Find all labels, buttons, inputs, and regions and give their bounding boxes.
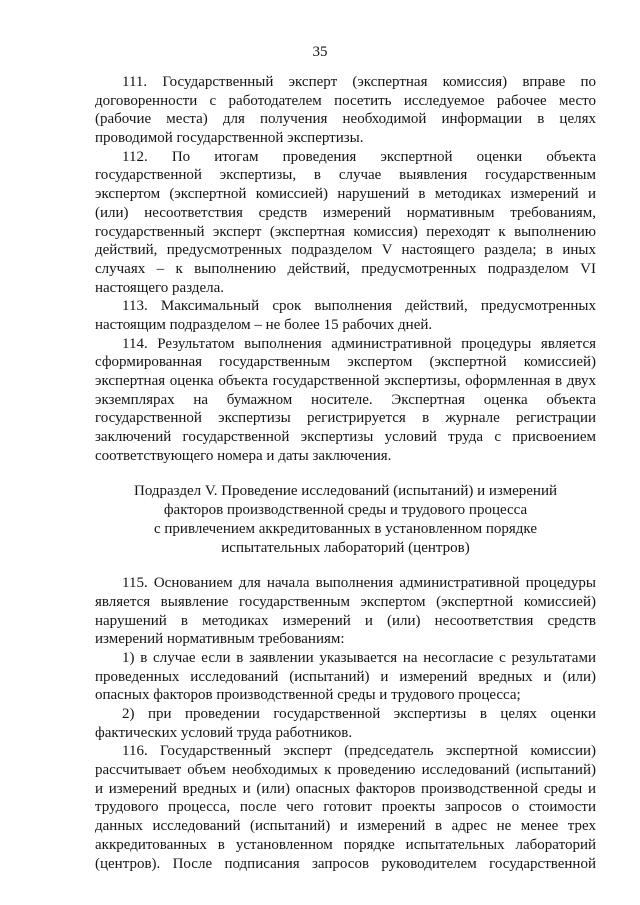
paragraph-line: настоящим подразделом – не более 15 рабочих дней. bbox=[95, 316, 433, 333]
paragraph-line: действий, предусмотренных подразделом V настоящего раздела; в иных bbox=[95, 242, 596, 259]
paragraph-line: 1) в случае если в заявлении указывается на несогласие с результатами bbox=[122, 649, 596, 666]
paragraph-line: 2) при проведении государственной экспертизы в целях оценки bbox=[122, 706, 596, 722]
paragraph-line: опасных факторов производственной среды и трудового процесса; bbox=[95, 687, 521, 704]
heading-line: факторов производственной среды и трудового процесса bbox=[163, 502, 528, 519]
heading-line: испытательных лабораторий (центров) bbox=[221, 539, 470, 556]
paragraph-line: 112. По итогам проведения экспертной оценки объекта bbox=[122, 148, 596, 165]
paragraph-line: проведенных исследований (испытаний) и измерений вредных и (или) bbox=[95, 668, 596, 685]
paragraph-116 bbox=[95, 742, 596, 873]
page-number: 35 bbox=[312, 44, 328, 60]
subsection-heading bbox=[95, 482, 596, 557]
paragraph-line: государственной экспертизы регистрируется в журнале регистрации bbox=[95, 410, 596, 427]
list-item-115-2 bbox=[95, 705, 596, 742]
paragraph-line: данных исследований (испытаний) и измерений в адрес не менее трех bbox=[95, 818, 596, 835]
paragraph-line: (рабочие места) для получения необходимой информации в целях bbox=[95, 111, 596, 128]
paragraph-line: 111. Государственный эксперт (экспертная комиссия) вправе по bbox=[122, 74, 596, 90]
paragraph-line: измерений нормативным требованиям: bbox=[95, 631, 345, 648]
paragraph-line: сформированная государственным экспертом (экспертной комиссией) bbox=[95, 354, 596, 371]
paragraph-line: является выявление государственным экспертом (экспертной комиссией) bbox=[95, 593, 596, 610]
paragraph-line: случаях – к выполнению действий, предусмотренных подразделом VI bbox=[95, 260, 596, 277]
paragraph-line: государственной экспертизы, в случае выявления государственным bbox=[95, 167, 596, 184]
heading-line: Подраздел V. Проведение исследований (испытаний) и измерений bbox=[133, 483, 558, 500]
paragraph-line: настоящего раздела. bbox=[95, 279, 225, 296]
paragraph-line: экспертная оценка объекта государственной экспертизы, оформленная в двух bbox=[95, 373, 596, 389]
document-body bbox=[95, 73, 596, 873]
paragraph-line: заключений государственной экспертизы условий труда с присвоением bbox=[95, 429, 596, 446]
section-gap bbox=[95, 465, 596, 482]
paragraph-line: 115. Основанием для начала выполнения административной процедуры bbox=[122, 575, 596, 592]
paragraph-line: 114. Результатом выполнения административной процедуры является bbox=[122, 335, 596, 352]
paragraph-line: договоренности с работодателем посетить исследуемое рабочее место bbox=[95, 92, 596, 109]
paragraph-line: аккредитованных в установленном порядке испытательных лабораторий bbox=[95, 836, 596, 853]
paragraph-115 bbox=[95, 574, 596, 649]
paragraph-line: экземплярах на бумажном носителе. Экспертная оценка объекта bbox=[95, 391, 596, 408]
paragraph-line: (или) несоответствия средств измерений нормативным требованиям, bbox=[95, 204, 596, 221]
heading-line: с привлечением аккредитованных в установленном порядке bbox=[154, 520, 537, 537]
paragraph-112 bbox=[95, 148, 596, 298]
paragraph-line: государственный эксперт (экспертная комиссия) переходят к выполнению bbox=[95, 223, 596, 240]
list-item-115-1 bbox=[95, 649, 596, 705]
paragraph-line: нарушений в методиках измерений и (или) несоответствия средств bbox=[95, 612, 596, 629]
paragraph-line: 116. Государственный эксперт (председатель экспертной комиссии) bbox=[122, 743, 596, 760]
paragraph-line: трудового процесса, после чего готовит проекты запросов о стоимости bbox=[95, 799, 596, 816]
paragraph-line: рассчитывает объем необходимых к проведению исследований (испытаний) bbox=[95, 762, 596, 779]
paragraph-113 bbox=[95, 297, 596, 334]
paragraph-111 bbox=[95, 73, 596, 148]
paragraph-line: и измерений вредных и (или) опасных факторов производственной среды и bbox=[95, 780, 596, 797]
paragraph-114 bbox=[95, 335, 596, 466]
paragraph-line: проводимой государственной экспертизы. bbox=[95, 130, 364, 147]
section-gap bbox=[95, 557, 596, 574]
paragraph-line: 113. Максимальный срок выполнения действий, предусмотренных bbox=[122, 298, 596, 315]
paragraph-line: (центров). После подписания запросов руководителем государственной bbox=[95, 855, 596, 872]
paragraph-line: соответствующего номера и даты заключения. bbox=[95, 447, 392, 464]
paragraph-line: экспертом (экспертной комиссией) нарушений в методиках измерений и bbox=[95, 186, 596, 203]
paragraph-line: фактических условий труда работников. bbox=[95, 724, 353, 741]
